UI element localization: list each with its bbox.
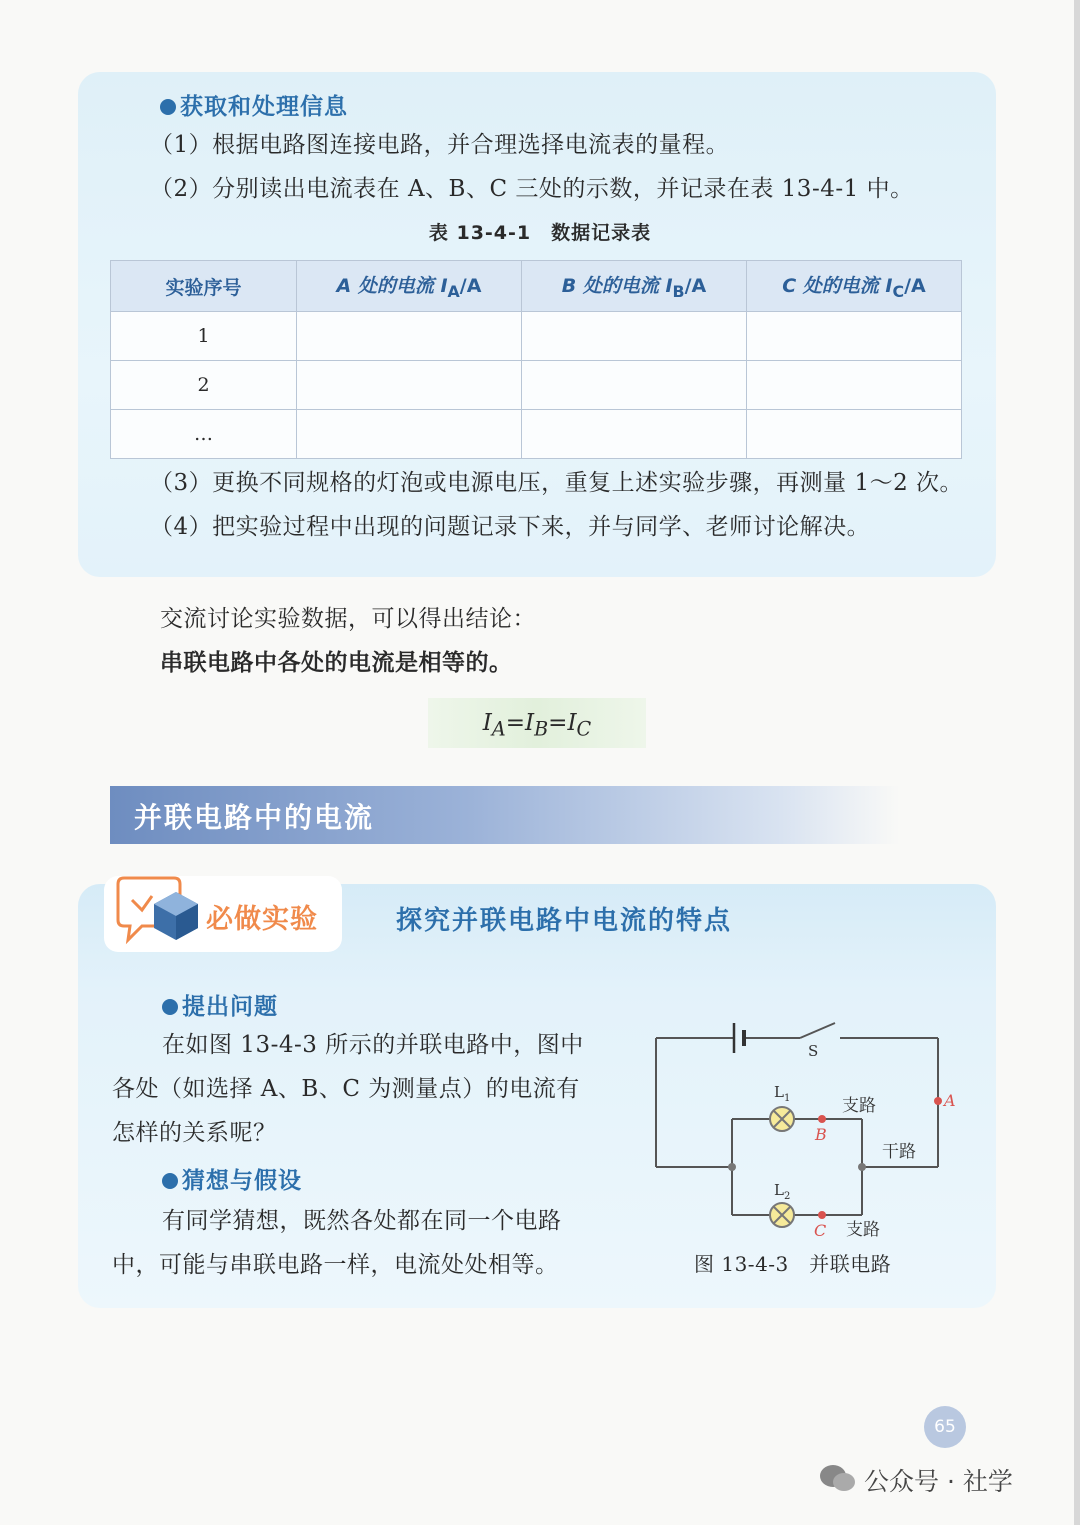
point-a-label: A <box>944 1091 956 1110</box>
col-header-b: B 处的电流 $I_B/A$ <box>522 261 747 312</box>
data-record-table <box>110 260 962 459</box>
conclusion-intro: 交流讨论实验数据，可以得出结论： <box>160 606 536 632</box>
experiment-cube-icon <box>112 876 202 946</box>
conclusion-statement: 串联电路中各处的电流是相等的。 <box>160 650 513 676</box>
point-c-label: C <box>814 1221 827 1240</box>
branch2-label: 支路 <box>846 1220 880 1240</box>
table-caption: 表 13-4-1 数据记录表 <box>428 222 652 244</box>
question-line-1: 在如图 13-4-3 所示的并联电路中，图中 <box>162 1032 584 1058</box>
bullet-dot-icon <box>162 999 178 1015</box>
switch-label: S <box>808 1042 819 1060</box>
table-row: 2 <box>111 361 962 410</box>
hypothesis-heading: 猜想与假设 <box>162 1162 302 1195</box>
watermark-text: 公众号 · 社学 <box>864 1467 1013 1496</box>
point-b-label: B <box>815 1125 827 1144</box>
lamp-l2-icon <box>770 1203 794 1227</box>
parallel-circuit-diagram <box>640 1005 970 1245</box>
table-row: … <box>111 410 962 459</box>
point-c-dot <box>818 1211 826 1219</box>
question-heading: 提出问题 <box>162 988 278 1021</box>
col-header-c: C 处的电流 $I_C/A$ <box>747 261 962 312</box>
point-a-dot <box>934 1097 942 1105</box>
lamp-l1-icon <box>770 1107 794 1131</box>
section-banner <box>110 786 900 844</box>
question-line-3: 怎样的关系呢？ <box>112 1120 277 1146</box>
hypothesis-line-2: 中，可能与串联电路一样，电流处处相等。 <box>112 1252 559 1278</box>
experiment-label: 必做实验 <box>206 904 318 935</box>
page-number: 65 <box>924 1406 966 1448</box>
step-2: （2）分别读出电流表在 A、B、C 三处的示数，并记录在表 13-4-1 中。 <box>150 176 914 202</box>
point-b-dot <box>818 1115 826 1123</box>
table-row: 1 <box>111 312 962 361</box>
hypothesis-line-1: 有同学猜想，既然各处都在同一个电路 <box>162 1208 562 1234</box>
bullet-dot-icon <box>162 1173 178 1189</box>
experiment-title: 探究并联电路中电流的特点 <box>396 906 733 936</box>
question-line-2: 各处（如选择 A、B、C 为测量点）的电流有 <box>112 1076 580 1102</box>
current-formula: $I_A=I_B=I_C$ <box>428 698 646 748</box>
lamp1-label: $L_1$ <box>774 1083 791 1104</box>
step-3: （3）更换不同规格的灯泡或电源电压，重复上述实验步骤，再测量 1～2 次。 <box>150 470 964 496</box>
col-header-index: 实验序号 <box>111 261 297 312</box>
section-heading-info: 获取和处理信息 <box>160 88 348 121</box>
main-line-label: 干路 <box>882 1142 916 1162</box>
lamp2-label: $L_2$ <box>774 1181 791 1202</box>
step-1: （1）根据电路图连接电路，并合理选择电流表的量程。 <box>150 132 730 158</box>
figure-caption: 图 13-4-3 并联电路 <box>694 1252 892 1276</box>
step-4: （4）把实验过程中出现的问题记录下来，并与同学、老师讨论解决。 <box>150 514 871 540</box>
banner-title: 并联电路中的电流 <box>134 801 375 834</box>
branch1-label: 支路 <box>842 1096 876 1116</box>
wechat-icon <box>818 1462 858 1494</box>
col-header-a: A 处的电流 $I_A/A$ <box>297 261 522 312</box>
bullet-dot-icon <box>160 99 176 115</box>
